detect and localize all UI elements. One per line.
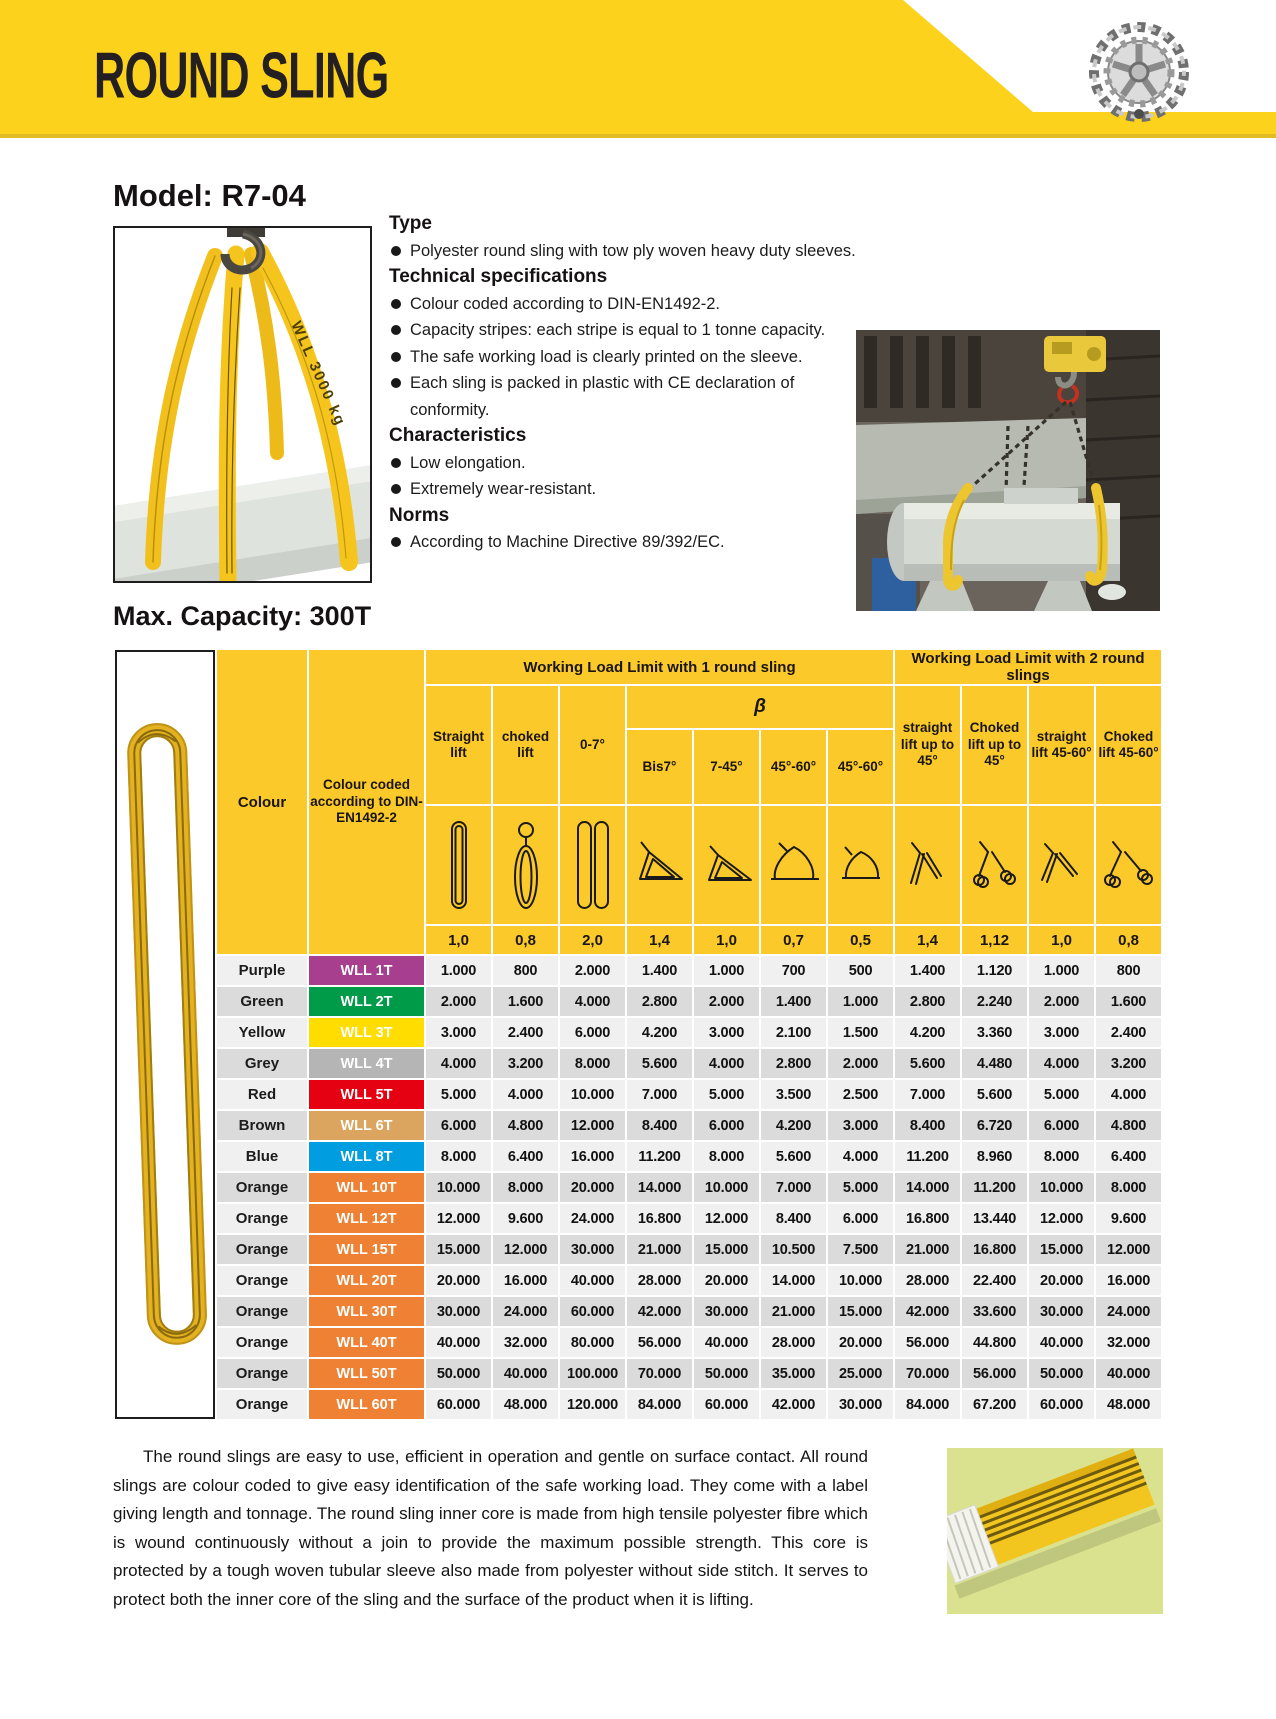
wll-value-cell: 6.400	[493, 1142, 558, 1171]
wll-value-cell: 5.000	[426, 1080, 491, 1109]
wll-value-cell: 11.200	[627, 1142, 692, 1171]
wll-value-cell: 3.000	[1029, 1018, 1094, 1047]
wll-value-cell: 6.000	[828, 1204, 893, 1233]
sling-print-label: WLL 3000 kg	[287, 318, 350, 430]
two-leg-choked-45-icon	[962, 806, 1027, 924]
wll-value-cell: 4.000	[1096, 1080, 1161, 1109]
wll-value-cell: 4.000	[1029, 1049, 1094, 1078]
bullet-icon	[391, 378, 401, 388]
table-row	[115, 1204, 1161, 1233]
wll-value-cell: 6.000	[560, 1018, 625, 1047]
wll-value-cell: 5.000	[828, 1173, 893, 1202]
table-row	[115, 1049, 1161, 1078]
wll-value-cell: 800	[493, 956, 558, 985]
colour-name-cell: Orange	[217, 1173, 307, 1202]
wll-value-cell: 16.000	[493, 1266, 558, 1295]
wll-chip: WLL 6T	[309, 1111, 424, 1140]
wll-value-cell: 56.000	[895, 1328, 960, 1357]
wll-value-cell: 4.800	[1096, 1111, 1161, 1140]
colour-name-cell: Orange	[217, 1359, 307, 1388]
bullet-icon	[391, 537, 401, 547]
col-header-45-60-a: 45°-60°	[761, 730, 826, 804]
colour-name-cell: Orange	[217, 1297, 307, 1326]
wll-value-cell: 5.600	[627, 1049, 692, 1078]
colour-column-header: Colour	[217, 650, 307, 954]
wll-chip: WLL 40T	[309, 1328, 424, 1357]
wll-value-cell: 12.000	[1096, 1235, 1161, 1264]
wll-value-cell: 70.000	[895, 1359, 960, 1388]
wll-value-cell: 84.000	[627, 1390, 692, 1419]
wll-value-cell: 120.000	[560, 1390, 625, 1419]
wll-value-cell: 40.000	[560, 1266, 625, 1295]
basket-7-45-icon	[694, 806, 759, 924]
wll-value-cell: 14.000	[761, 1266, 826, 1295]
wll-table	[113, 648, 1163, 1421]
wll-value-cell: 4.480	[962, 1049, 1027, 1078]
wll-chip: WLL 10T	[309, 1173, 424, 1202]
wll-value-cell: 6.000	[694, 1111, 759, 1140]
bullet-icon	[391, 325, 401, 335]
wll-chip: WLL 20T	[309, 1266, 424, 1295]
wll-value-cell: 2.800	[627, 987, 692, 1016]
spec-bullet	[389, 291, 863, 318]
wll-value-cell: 7.000	[627, 1080, 692, 1109]
wll-value-cell: 40.000	[1029, 1328, 1094, 1357]
wll-value-cell: 56.000	[627, 1328, 692, 1357]
banner-underline	[0, 134, 1276, 138]
wll-value-cell: 16.000	[1096, 1266, 1161, 1295]
wll-value-cell: 15.000	[694, 1235, 759, 1264]
wll-value-cell: 20.000	[828, 1328, 893, 1357]
wll-value-cell: 2.800	[761, 1049, 826, 1078]
wll-value-cell: 12.000	[426, 1204, 491, 1233]
factor-cell: 1,0	[694, 926, 759, 954]
colour-name-cell: Orange	[217, 1390, 307, 1419]
spec-heading: Characteristics	[389, 425, 527, 446]
wll-value-cell: 8.000	[560, 1049, 625, 1078]
wll-value-cell: 8.400	[761, 1204, 826, 1233]
colour-name-cell: Grey	[217, 1049, 307, 1078]
factor-cell: 1,4	[627, 926, 692, 954]
basket-45-60-icon-b	[828, 806, 893, 924]
table-row	[115, 1359, 1161, 1388]
wll-value-cell: 60.000	[426, 1390, 491, 1419]
wll-value-cell: 28.000	[761, 1328, 826, 1357]
two-leg-choked-45-60-icon	[1096, 806, 1161, 924]
wll-value-cell: 50.000	[1029, 1359, 1094, 1388]
factor-cell: 0,5	[828, 926, 893, 954]
wll-value-cell: 60.000	[694, 1390, 759, 1419]
wll-value-cell: 2.400	[1096, 1018, 1161, 1047]
wll-value-cell: 15.000	[1029, 1235, 1094, 1264]
wll-value-cell: 70.000	[627, 1359, 692, 1388]
wll-value-cell: 42.000	[627, 1297, 692, 1326]
wll-value-cell: 22.400	[962, 1266, 1027, 1295]
wll-value-cell: 3.000	[426, 1018, 491, 1047]
wll-value-cell: 4.200	[895, 1018, 960, 1047]
col-header-straight-45-60: straight lift 45-60°	[1029, 686, 1094, 804]
wll-value-cell: 5.600	[895, 1049, 960, 1078]
wll-value-cell: 3.200	[1096, 1049, 1161, 1078]
bullet-text: Extremely wear-resistant.	[410, 480, 597, 498]
wll-value-cell: 16.800	[962, 1235, 1027, 1264]
wll-value-cell: 7.500	[828, 1235, 893, 1264]
wll-value-cell: 56.000	[962, 1359, 1027, 1388]
wll-value-cell: 67.200	[962, 1390, 1027, 1419]
basket-lift-icon	[560, 806, 625, 924]
wll-value-cell: 60.000	[1029, 1390, 1094, 1419]
factor-cell: 0,8	[1096, 926, 1161, 954]
table-row	[115, 956, 1161, 985]
colour-name-cell: Orange	[217, 1204, 307, 1233]
wll-value-cell: 20.000	[694, 1266, 759, 1295]
spec-bullet	[389, 317, 863, 344]
wll-chip: WLL 4T	[309, 1049, 424, 1078]
colour-name-cell: Orange	[217, 1266, 307, 1295]
wll-value-cell: 2.240	[962, 987, 1027, 1016]
wll-value-cell: 3.360	[962, 1018, 1027, 1047]
wll-value-cell: 5.600	[761, 1142, 826, 1171]
wll-value-cell: 24.000	[560, 1204, 625, 1233]
wll-value-cell: 50.000	[694, 1359, 759, 1388]
product-photo-sling-on-pipe	[113, 226, 372, 583]
spec-heading: Type	[389, 213, 432, 234]
two-leg-straight-45-icon	[895, 806, 960, 924]
wll-value-cell: 1.000	[426, 956, 491, 985]
wll-chip: WLL 12T	[309, 1204, 424, 1233]
wll-value-cell: 50.000	[426, 1359, 491, 1388]
wll-value-cell: 16.800	[627, 1204, 692, 1233]
wll-value-cell: 5.000	[694, 1080, 759, 1109]
wll-value-cell: 500	[828, 956, 893, 985]
wll-value-cell: 20.000	[1029, 1266, 1094, 1295]
col-header-straight-45: straight lift up to 45°	[895, 686, 960, 804]
factor-cell: 1,0	[426, 926, 491, 954]
table-row	[115, 1266, 1161, 1295]
wll-value-cell: 30.000	[426, 1297, 491, 1326]
roundsling-loop-image-cell	[115, 650, 215, 1419]
wll-value-cell: 44.800	[962, 1328, 1027, 1357]
colour-name-cell: Purple	[217, 956, 307, 985]
roundsling-loop-drawing	[118, 702, 214, 1362]
wll-value-cell: 100.000	[560, 1359, 625, 1388]
specs-list	[389, 211, 863, 556]
spec-bullet	[389, 450, 863, 477]
wll-value-cell: 8.000	[1096, 1173, 1161, 1202]
table-row	[115, 1297, 1161, 1326]
wll-value-cell: 10.000	[828, 1266, 893, 1295]
wll-value-cell: 8.000	[1029, 1142, 1094, 1171]
spec-bullet	[389, 476, 863, 503]
wll-value-cell: 24.000	[493, 1297, 558, 1326]
spec-bullet	[389, 370, 863, 423]
wll-value-cell: 3.500	[761, 1080, 826, 1109]
colour-name-cell: Green	[217, 987, 307, 1016]
wll-value-cell: 40.000	[426, 1328, 491, 1357]
capacity-heading: Max. Capacity: 300T	[113, 601, 372, 631]
wll-value-cell: 21.000	[761, 1297, 826, 1326]
wll-value-cell: 1.600	[493, 987, 558, 1016]
wll-value-cell: 28.000	[895, 1266, 960, 1295]
wll-chip: WLL 3T	[309, 1018, 424, 1047]
wll-value-cell: 2.000	[828, 1049, 893, 1078]
wll-value-cell: 2.400	[493, 1018, 558, 1047]
wll-value-cell: 20.000	[560, 1173, 625, 1202]
bullet-icon	[391, 299, 401, 309]
wll-value-cell: 2.100	[761, 1018, 826, 1047]
wll-value-cell: 15.000	[828, 1297, 893, 1326]
bullet-text: Each sling is packed in plastic with CE declaration of conformity.	[410, 374, 795, 419]
description-paragraph: The round slings are easy to use, efficient in operation and gentle on surface contact. All round slings are colour coded to give easy identification of the safe working load. They come with a label giving length and tonnage. The round sling inner core is made from high tensile polyester fibre which is wound continuously without a join to provide the maximum possible strength. This core is protected by a tough woven tubular sleeve also made from polyester without side stitch. It serves to protect both the inner core of the sling and the surface of the product when it is lifting.	[113, 1447, 868, 1609]
factor-cell: 1,4	[895, 926, 960, 954]
bullet-icon	[391, 458, 401, 468]
wll-value-cell: 30.000	[560, 1235, 625, 1264]
table-row	[115, 1080, 1161, 1109]
colour-name-cell: Brown	[217, 1111, 307, 1140]
wll-value-cell: 40.000	[493, 1359, 558, 1388]
wll-value-cell: 4.000	[694, 1049, 759, 1078]
wll-value-cell: 1.000	[694, 956, 759, 985]
wll-value-cell: 1.400	[761, 987, 826, 1016]
gear-chain-logo	[1086, 16, 1192, 128]
wll-value-cell: 2.800	[895, 987, 960, 1016]
col-header-45-60-b: 45°-60°	[828, 730, 893, 804]
wll-value-cell: 1.120	[962, 956, 1027, 985]
wll-value-cell: 3.200	[493, 1049, 558, 1078]
wll-value-cell: 16.800	[895, 1204, 960, 1233]
wll-value-cell: 7.000	[761, 1173, 826, 1202]
wll-table-body	[115, 650, 1161, 1419]
wll-value-cell: 6.000	[426, 1111, 491, 1140]
table-row	[115, 1390, 1161, 1419]
table-row	[115, 1142, 1161, 1171]
wll-value-cell: 48.000	[493, 1390, 558, 1419]
wll-value-cell: 16.000	[560, 1142, 625, 1171]
table-row	[115, 1235, 1161, 1264]
col-header-choked-45-60: Choked lift 45-60°	[1096, 686, 1161, 804]
bullet-icon	[391, 352, 401, 362]
table-row	[115, 987, 1161, 1016]
wll-value-cell: 80.000	[560, 1328, 625, 1357]
bullet-icon	[391, 484, 401, 494]
wll-value-cell: 15.000	[426, 1235, 491, 1264]
wll-value-cell: 12.000	[1029, 1204, 1094, 1233]
bullet-text: According to Machine Directive 89/392/EC.	[410, 533, 725, 551]
wll-value-cell: 35.000	[761, 1359, 826, 1388]
wll-value-cell: 42.000	[761, 1390, 826, 1419]
wll-value-cell: 12.000	[560, 1111, 625, 1140]
wll-value-cell: 9.600	[1096, 1204, 1161, 1233]
wll-value-cell: 21.000	[627, 1235, 692, 1264]
factor-cell: 1,0	[1029, 926, 1094, 954]
wll-value-cell: 2.000	[1029, 987, 1094, 1016]
wll-chip: WLL 60T	[309, 1390, 424, 1419]
colour-name-cell: Orange	[217, 1235, 307, 1264]
sling-strap-photo	[947, 1448, 1163, 1614]
wll-value-cell: 3.000	[694, 1018, 759, 1047]
bullet-text: The safe working load is clearly printed on the sleeve.	[410, 347, 803, 366]
wll-value-cell: 4.200	[761, 1111, 826, 1140]
wll-value-cell: 800	[1096, 956, 1161, 985]
wll-value-cell: 30.000	[694, 1297, 759, 1326]
wll-value-cell: 10.500	[761, 1235, 826, 1264]
table-row	[115, 1328, 1161, 1357]
wll-value-cell: 84.000	[895, 1390, 960, 1419]
wll-value-cell: 4.200	[627, 1018, 692, 1047]
wll-value-cell: 10.000	[1029, 1173, 1094, 1202]
wll-value-cell: 1.400	[627, 956, 692, 985]
colour-name-cell: Blue	[217, 1142, 307, 1171]
colour-code-column-header: Colour coded according to DIN-EN1492-2	[309, 650, 424, 954]
col-header-0-7: 0-7°	[560, 686, 625, 804]
wll-chip: WLL 1T	[309, 956, 424, 985]
col-header-straight-lift: Straight lift	[426, 686, 491, 804]
wll-value-cell: 4.000	[560, 987, 625, 1016]
wll-value-cell: 2.000	[560, 956, 625, 985]
wll-value-cell: 40.000	[694, 1328, 759, 1357]
wll-chip: WLL 5T	[309, 1080, 424, 1109]
wll-value-cell: 8.400	[627, 1111, 692, 1140]
spec-bullet	[389, 344, 863, 371]
wll-value-cell: 28.000	[627, 1266, 692, 1295]
bullet-text: Colour coded according to DIN-EN1492-2.	[410, 294, 720, 313]
wll-value-cell: 2.000	[694, 987, 759, 1016]
table-row	[115, 1111, 1161, 1140]
group-header-two-slings: Working Load Limit with 2 round slings	[895, 650, 1161, 684]
wll-value-cell: 48.000	[1096, 1390, 1161, 1419]
colour-name-cell: Yellow	[217, 1018, 307, 1047]
spec-bullet	[389, 238, 863, 265]
page-title: ROUND SLING	[94, 39, 389, 112]
wll-chip: WLL 2T	[309, 987, 424, 1016]
factor-cell: 2,0	[560, 926, 625, 954]
wll-value-cell: 30.000	[828, 1390, 893, 1419]
table-row	[115, 1173, 1161, 1202]
wll-value-cell: 7.000	[895, 1080, 960, 1109]
spec-heading: Technical specifications	[389, 266, 608, 287]
application-photo-tank-lift	[856, 330, 1160, 611]
wll-value-cell: 10.000	[426, 1173, 491, 1202]
colour-name-cell: Orange	[217, 1328, 307, 1357]
wll-value-cell: 33.600	[962, 1297, 1027, 1326]
wll-value-cell: 14.000	[895, 1173, 960, 1202]
two-leg-straight-45-60-icon	[1029, 806, 1094, 924]
straight-lift-icon	[426, 806, 491, 924]
col-header-7-45: 7-45°	[694, 730, 759, 804]
spec-heading: Norms	[389, 504, 450, 526]
table-header-row-groups	[115, 650, 1161, 684]
wll-value-cell: 12.000	[694, 1204, 759, 1233]
spec-bullet	[389, 529, 863, 556]
wll-value-cell: 30.000	[1029, 1297, 1094, 1326]
col-header-choked-lift: choked lift	[493, 686, 558, 804]
wll-value-cell: 8.000	[426, 1142, 491, 1171]
wll-value-cell: 6.400	[1096, 1142, 1161, 1171]
wll-value-cell: 10.000	[560, 1080, 625, 1109]
colour-name-cell: Red	[217, 1080, 307, 1109]
wll-value-cell: 21.000	[895, 1235, 960, 1264]
wll-value-cell: 4.000	[426, 1049, 491, 1078]
wll-value-cell: 42.000	[895, 1297, 960, 1326]
wll-value-cell: 8.000	[493, 1173, 558, 1202]
wll-chip: WLL 8T	[309, 1142, 424, 1171]
model-heading: Model: R7-04	[113, 178, 306, 213]
wll-value-cell: 3.000	[828, 1111, 893, 1140]
col-header-choked-45: Choked lift up to 45°	[962, 686, 1027, 804]
wll-value-cell: 1.600	[1096, 987, 1161, 1016]
wll-value-cell: 1.500	[828, 1018, 893, 1047]
wll-value-cell: 1.000	[1029, 956, 1094, 985]
factor-cell: 0,8	[493, 926, 558, 954]
wll-value-cell: 14.000	[627, 1173, 692, 1202]
header-banner	[0, 0, 1276, 139]
wll-value-cell: 13.440	[962, 1204, 1027, 1233]
wll-value-cell: 4.800	[493, 1111, 558, 1140]
wll-value-cell: 32.000	[1096, 1328, 1161, 1357]
wll-value-cell: 32.000	[493, 1328, 558, 1357]
basket-bis7-icon	[627, 806, 692, 924]
wll-value-cell: 40.000	[1096, 1359, 1161, 1388]
wll-chip: WLL 50T	[309, 1359, 424, 1388]
factor-cell: 1,12	[962, 926, 1027, 954]
wll-value-cell: 20.000	[426, 1266, 491, 1295]
wll-value-cell: 60.000	[560, 1297, 625, 1326]
wll-value-cell: 2.000	[426, 987, 491, 1016]
wll-chip: WLL 15T	[309, 1235, 424, 1264]
wll-value-cell: 24.000	[1096, 1297, 1161, 1326]
factor-cell: 0,7	[761, 926, 826, 954]
wll-value-cell: 2.500	[828, 1080, 893, 1109]
wll-value-cell: 6.720	[962, 1111, 1027, 1140]
table-row	[115, 1018, 1161, 1047]
col-header-bis7: Bis7°	[627, 730, 692, 804]
choked-lift-icon	[493, 806, 558, 924]
wll-value-cell: 700	[761, 956, 826, 985]
wll-value-cell: 5.600	[962, 1080, 1027, 1109]
wll-value-cell: 10.000	[694, 1173, 759, 1202]
bullet-text: Capacity stripes: each stripe is equal to 1 tonne capacity.	[410, 321, 826, 339]
col-header-beta: β	[627, 686, 893, 728]
wll-value-cell: 1.000	[828, 987, 893, 1016]
wll-value-cell: 5.000	[1029, 1080, 1094, 1109]
wll-value-cell: 9.600	[493, 1204, 558, 1233]
wll-value-cell: 4.000	[493, 1080, 558, 1109]
wll-value-cell: 8.960	[962, 1142, 1027, 1171]
wll-chip: WLL 30T	[309, 1297, 424, 1326]
wll-value-cell: 8.000	[694, 1142, 759, 1171]
wll-value-cell: 6.000	[1029, 1111, 1094, 1140]
wll-value-cell: 11.200	[962, 1173, 1027, 1202]
bullet-text: Polyester round sling with tow ply woven heavy duty sleeves.	[410, 241, 856, 260]
wll-value-cell: 4.000	[828, 1142, 893, 1171]
wll-value-cell: 8.400	[895, 1111, 960, 1140]
wll-value-cell: 12.000	[493, 1235, 558, 1264]
wll-value-cell: 1.400	[895, 956, 960, 985]
bullet-icon	[391, 246, 401, 256]
wll-value-cell: 25.000	[828, 1359, 893, 1388]
basket-45-60-icon	[761, 806, 826, 924]
group-header-one-sling: Working Load Limit with 1 round sling	[426, 650, 893, 684]
bullet-text: Low elongation.	[410, 453, 526, 472]
wll-value-cell: 11.200	[895, 1142, 960, 1171]
